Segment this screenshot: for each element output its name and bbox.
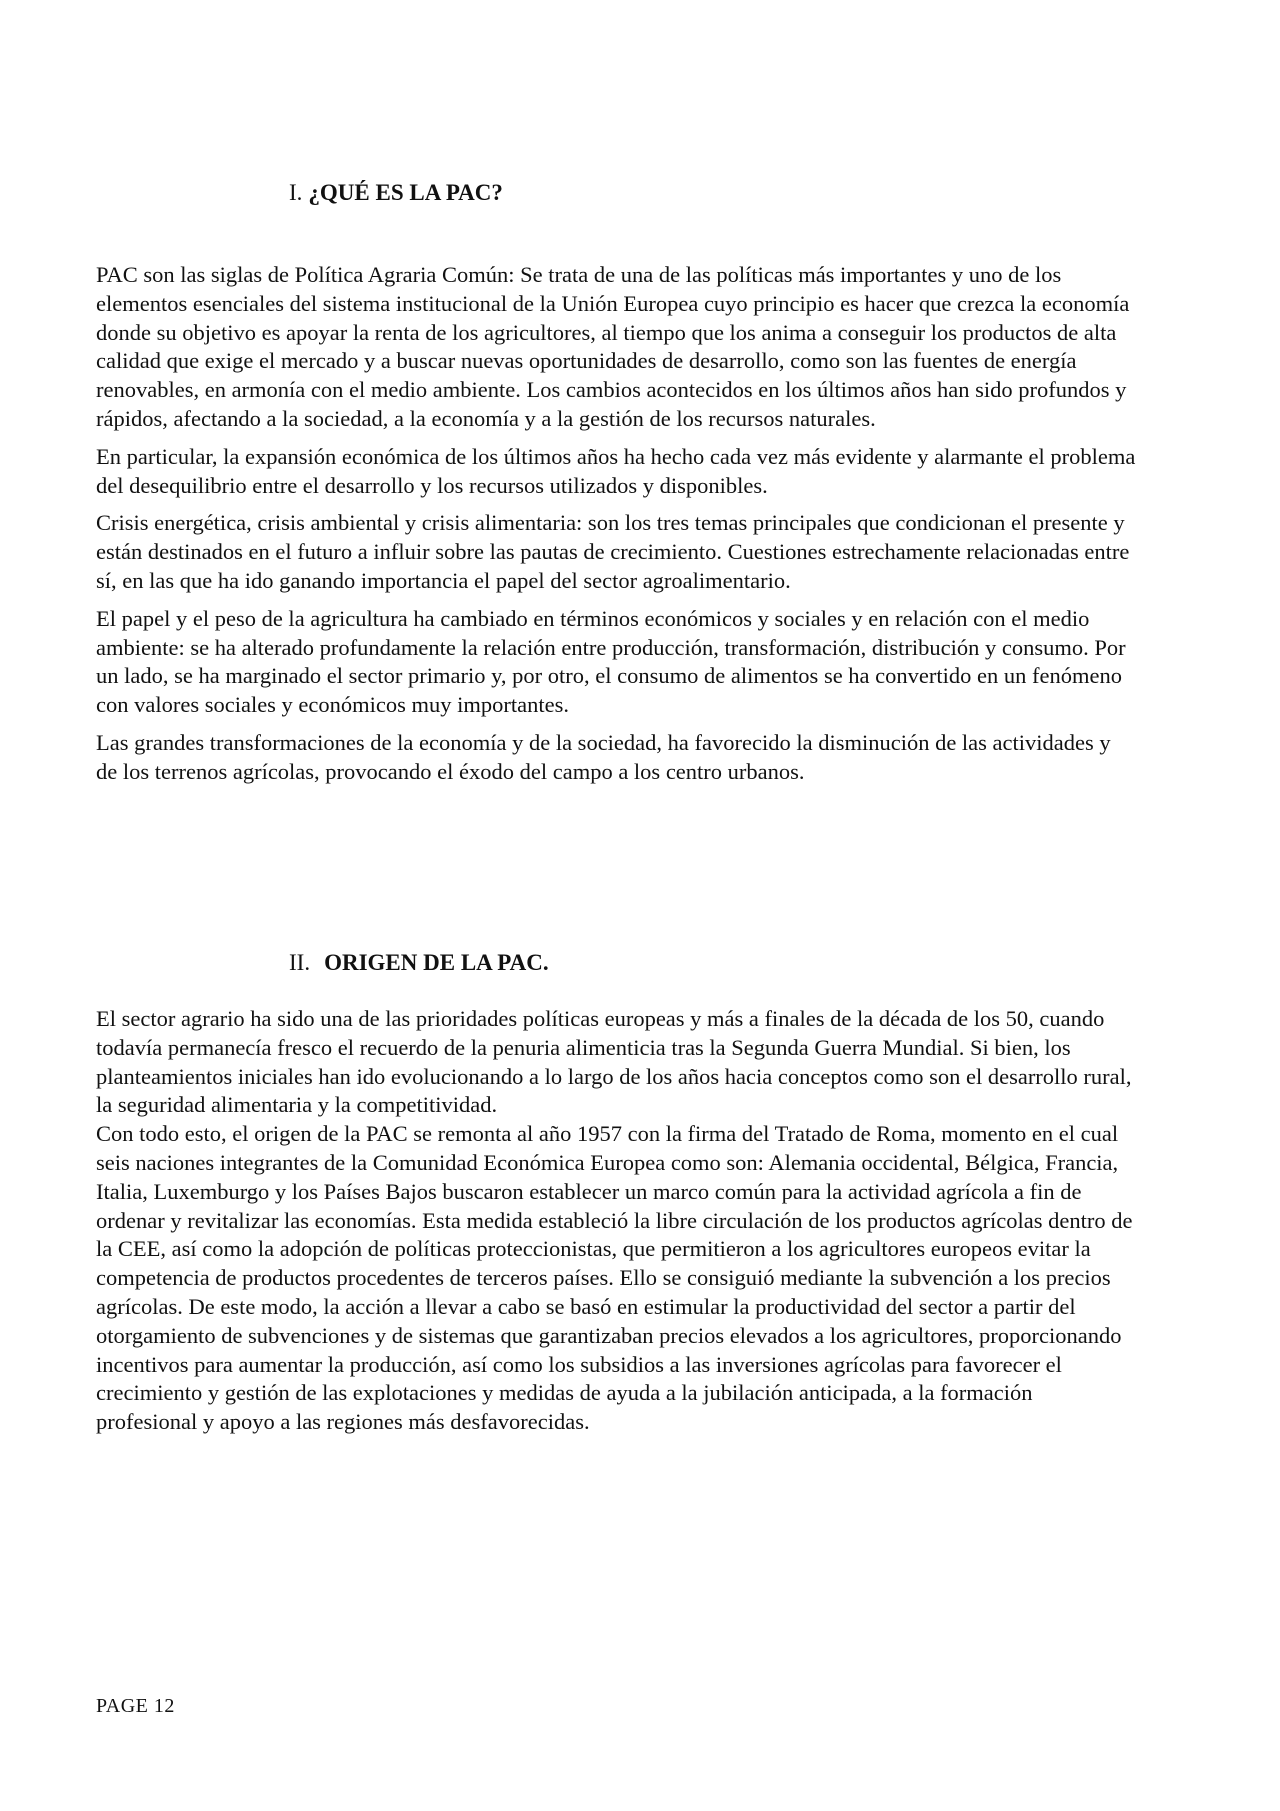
section-2-body — [96, 1005, 1136, 1446]
section-1-paragraph-5: Las grandes transformaciones de la economía y de la sociedad, ha favorecido la disminución de las actividades y de los terrenos agrícolas, provocando el éxodo del campo a los centro urbanos. — [96, 729, 1111, 784]
section-1-number: I. — [289, 180, 303, 205]
section-2-heading — [289, 949, 549, 977]
page-number: PAGE 12 — [96, 1695, 175, 1717]
section-1-title: ¿QUÉ ES LA PAC? — [308, 180, 503, 205]
section-1-paragraph-4: El papel y el peso de la agricultura ha cambiado en términos económicos y sociales y en relación con el medio ambiente: se ha alterado profundamente la relación entre producción, transformación, distribución y consumo. Por un lado, se ha marginado el sector primario y, por otro, el consumo de alimentos se ha convertido en un fenómeno con valores sociales y económicos muy importantes. — [96, 605, 1126, 718]
section-2-number: II. — [289, 950, 311, 975]
section-1-paragraph-3: Crisis energética, crisis ambiental y crisis alimentaria: son los tres temas principales que condicionan el presente y están destinados en el futuro a influir sobre las pautas de crecimiento. Cuestiones estrechamente relacionadas entre sí, en las que ha ido ganando importancia el papel del sector agroalimentario. — [96, 510, 1130, 593]
section-2-paragraph-2: Con todo esto, el origen de la PAC se remonta al año 1957 con la firma del Tratado de Roma, momento en el cual seis naciones integrantes de la Comunidad Económica Europea como son: Alemania occidental, Bélgica, Francia, Italia, Luxemburgo y los Países Bajos buscaron establecer un marco común para la actividad agrícola a fin de ordenar y revitalizar las economías. Esta medida estableció la libre circulación de los productos agrícolas dentro de la CEE, así como la adopción de políticas proteccionistas, que permitieron a los agricultores europeos evitar la competencia de productos procedentes de terceros países. Ello se consiguió mediante la subvención a los precios agrícolas. De este modo, la acción a llevar a cabo se basó en estimular la productividad del sector a partir del otorgamiento de subvenciones y de sistemas que garantizaban precios elevados a los agricultores, proporcionando incentivos para aumentar la producción, así como los subsidios a las inversiones agrícolas para favorecer el crecimiento y gestión de las explotaciones y medidas de ayuda a la jubilación anticipada, a la formación profesional y apoyo a las regiones más desfavorecidas. — [96, 1121, 1133, 1435]
section-1-paragraph-1: PAC son las siglas de Política Agraria Común: Se trata de una de las políticas más importantes y uno de los elementos esenciales del sistema institucional de la Unión Europea cuyo principio es hacer que crezca la economía donde su objetivo es apoyar la renta de los agricultores, al tiempo que los anima a conseguir los productos de alta calidad que exige el mercado y a buscar nuevas oportunidades de desarrollo, como son las fuentes de energía renovables, en armonía con el medio ambiente. Los cambios acontecidos en los últimos años han sido profundos y rápidos, afectando a la sociedad, a la economía y a la gestión de los recursos naturales. — [96, 262, 1130, 431]
section-1-paragraph-2: En particular, la expansión económica de los últimos años ha hecho cada vez más evidente y alarmante el problema del desequilibrio entre el desarrollo y los recursos utilizados y disponibles. — [96, 443, 1136, 498]
section-2-paragraph-1: El sector agrario ha sido una de las prioridades políticas europeas y más a finales de la década de los 50, cuando todavía permanecía fresco el recuerdo de la penuria alimenticia tras la Segunda Guerra Mundial. Si bien, los planteamientos iniciales han ido evolucionando a lo largo de los años hacia conceptos como son el desarrollo rural, la seguridad alimentaria y la competitividad. — [96, 1006, 1132, 1118]
section-1-body — [96, 261, 1136, 796]
section-1-heading — [289, 179, 503, 207]
section-2-title: ORIGEN DE LA PAC. — [324, 950, 549, 975]
